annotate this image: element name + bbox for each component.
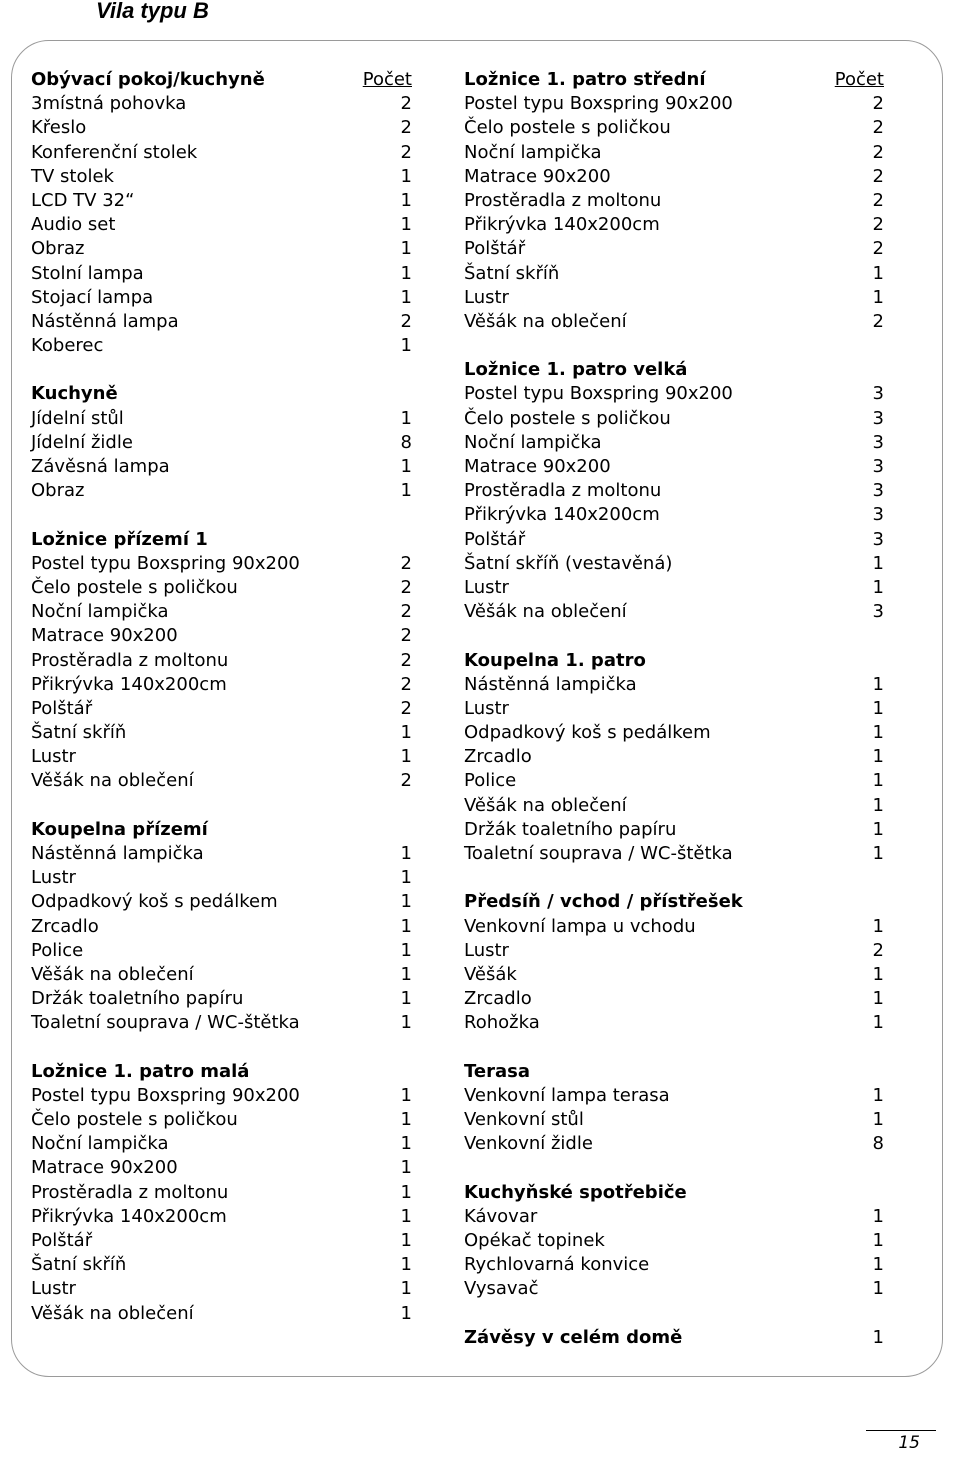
item-name: Police bbox=[464, 770, 517, 792]
item-name: Držák toaletního papíru bbox=[31, 988, 244, 1010]
item-row bbox=[464, 262, 884, 286]
item-row bbox=[464, 116, 884, 140]
item-quantity: 3 bbox=[872, 383, 884, 405]
item-name: TV stolek bbox=[31, 165, 114, 187]
item-quantity: 1 bbox=[400, 1230, 412, 1251]
item-name: LCD TV 32“ bbox=[31, 189, 135, 211]
item-name: Postel typu Boxspring 90x200 bbox=[464, 383, 733, 405]
section-heading bbox=[31, 68, 412, 92]
item-name: Venkovní židle bbox=[464, 1133, 593, 1155]
item-row bbox=[31, 769, 412, 793]
item-name: Venkovní stůl bbox=[464, 1109, 584, 1131]
item-name: Odpadkový koš s pedálkem bbox=[31, 891, 278, 913]
item-quantity: 1 bbox=[872, 262, 884, 284]
item-quantity: 1 bbox=[872, 1109, 884, 1131]
item-quantity: 2 bbox=[400, 649, 412, 671]
item-quantity: 2 bbox=[400, 697, 412, 719]
item-quantity: 2 bbox=[400, 770, 412, 792]
item-quantity: 2 bbox=[400, 117, 412, 139]
item-row bbox=[464, 237, 884, 261]
item-quantity: 1 bbox=[872, 1084, 884, 1106]
item-name: Stolní lampa bbox=[31, 262, 144, 284]
item-row bbox=[31, 189, 412, 213]
item-row bbox=[31, 697, 412, 721]
section-title: Koupelna 1. patro bbox=[464, 649, 646, 671]
item-name: Matrace 90x200 bbox=[31, 1157, 178, 1179]
item-row bbox=[31, 213, 412, 237]
item-row bbox=[31, 334, 412, 358]
item-name: Věšák na oblečení bbox=[31, 963, 194, 985]
item-name: Vysavač bbox=[464, 1278, 539, 1300]
item-name: Lustr bbox=[464, 576, 509, 598]
item-name: Konferenční stolek bbox=[31, 141, 198, 163]
item-name: Rohožka bbox=[464, 1012, 540, 1034]
item-row bbox=[464, 721, 884, 745]
item-row bbox=[464, 1108, 884, 1132]
item-row bbox=[464, 1253, 884, 1277]
item-name: Lustr bbox=[464, 286, 509, 308]
item-name: Polštář bbox=[31, 697, 93, 719]
item-quantity: 1 bbox=[400, 843, 412, 864]
section-heading bbox=[31, 382, 412, 406]
item-quantity: 1 bbox=[872, 1012, 884, 1034]
item-quantity: 1 bbox=[872, 697, 884, 719]
item-row bbox=[464, 842, 884, 866]
count-header: 1 bbox=[872, 1326, 884, 1348]
item-name: Venkovní lampa u vchodu bbox=[464, 915, 696, 937]
item-row bbox=[31, 1302, 412, 1326]
item-quantity: 1 bbox=[400, 867, 412, 889]
item-quantity: 1 bbox=[400, 746, 412, 768]
section-title: Koupelna přízemí bbox=[31, 818, 208, 840]
item-name: Prostěradla z moltonu bbox=[464, 189, 662, 211]
page-title: Vila typu B bbox=[96, 0, 209, 23]
item-row bbox=[31, 1011, 412, 1035]
item-quantity: 1 bbox=[400, 963, 412, 985]
item-quantity: 2 bbox=[872, 189, 884, 211]
left-column bbox=[31, 68, 412, 1326]
item-row bbox=[31, 915, 412, 939]
item-row bbox=[464, 818, 884, 842]
item-name: Audio set bbox=[31, 214, 116, 236]
item-row bbox=[464, 431, 884, 455]
item-name: Křeslo bbox=[31, 117, 87, 139]
item-name: Kávovar bbox=[464, 1205, 538, 1227]
item-name: Obraz bbox=[31, 238, 85, 260]
item-row bbox=[464, 576, 884, 600]
count-header: Počet bbox=[834, 69, 884, 90]
item-name: Věšák na oblečení bbox=[464, 310, 627, 332]
item-quantity: 3 bbox=[872, 504, 884, 526]
item-quantity: 3 bbox=[872, 528, 884, 550]
item-quantity: 1 bbox=[872, 818, 884, 840]
section-heading bbox=[464, 1060, 884, 1084]
item-quantity: 1 bbox=[400, 915, 412, 937]
item-quantity: 2 bbox=[400, 601, 412, 623]
item-name: Police bbox=[31, 939, 84, 961]
section-title: Předsíň / vchod / přístřešek bbox=[464, 891, 743, 913]
item-quantity: 1 bbox=[872, 286, 884, 308]
spacer bbox=[31, 794, 412, 818]
item-row bbox=[464, 455, 884, 479]
item-quantity: 8 bbox=[400, 431, 412, 453]
item-quantity: 1 bbox=[400, 238, 412, 260]
item-row bbox=[31, 1181, 412, 1205]
item-quantity: 2 bbox=[872, 117, 884, 139]
item-name: Lustr bbox=[31, 1278, 76, 1300]
item-row bbox=[31, 745, 412, 769]
item-quantity: 1 bbox=[400, 1109, 412, 1131]
item-row bbox=[31, 116, 412, 140]
item-name: Postel typu Boxspring 90x200 bbox=[464, 93, 733, 115]
item-row bbox=[31, 92, 412, 116]
section-title: Ložnice 1. patro střední bbox=[464, 69, 706, 90]
item-row bbox=[31, 890, 412, 914]
item-name: Stojací lampa bbox=[31, 286, 154, 308]
item-quantity: 1 bbox=[872, 722, 884, 744]
item-quantity: 1 bbox=[872, 843, 884, 864]
item-name: Prostěradla z moltonu bbox=[464, 480, 662, 502]
item-quantity: 2 bbox=[400, 310, 412, 332]
item-name: Toaletní souprava / WC-štětka bbox=[31, 1012, 300, 1034]
item-quantity: 1 bbox=[400, 1133, 412, 1155]
item-quantity: 1 bbox=[400, 1181, 412, 1203]
item-row bbox=[464, 407, 884, 431]
item-name: Přikrývka 140x200cm bbox=[464, 214, 660, 236]
item-row bbox=[31, 1084, 412, 1108]
item-quantity: 2 bbox=[872, 939, 884, 961]
item-name: Nástěnná lampička bbox=[31, 843, 204, 864]
section-heading bbox=[31, 528, 412, 552]
item-row bbox=[464, 697, 884, 721]
item-name: Přikrývka 140x200cm bbox=[31, 673, 227, 695]
item-quantity: 1 bbox=[872, 1230, 884, 1251]
item-quantity: 1 bbox=[872, 746, 884, 768]
section-heading bbox=[464, 890, 884, 914]
item-row bbox=[31, 262, 412, 286]
item-quantity: 2 bbox=[872, 214, 884, 236]
item-row bbox=[464, 1132, 884, 1156]
item-quantity: 1 bbox=[400, 939, 412, 961]
item-row bbox=[31, 1229, 412, 1253]
section-title: Terasa bbox=[464, 1060, 530, 1082]
spacer bbox=[464, 334, 884, 358]
item-row bbox=[31, 455, 412, 479]
item-name: Prostěradla z moltonu bbox=[31, 1181, 229, 1203]
item-name: Věšák na oblečení bbox=[464, 794, 627, 816]
item-row bbox=[464, 382, 884, 406]
item-name: Matrace 90x200 bbox=[464, 165, 611, 187]
item-row bbox=[31, 479, 412, 503]
item-name: Věšák na oblečení bbox=[464, 601, 627, 623]
section-title: Obývací pokoj/kuchyně bbox=[31, 69, 265, 90]
item-name: Odpadkový koš s pedálkem bbox=[464, 722, 711, 744]
item-row bbox=[464, 769, 884, 793]
item-row bbox=[31, 141, 412, 165]
item-quantity: 2 bbox=[400, 576, 412, 598]
item-row bbox=[464, 987, 884, 1011]
item-name: Šatní skříň bbox=[31, 1254, 127, 1276]
item-quantity: 1 bbox=[400, 456, 412, 477]
item-quantity: 3 bbox=[872, 456, 884, 477]
item-name: Čelo postele s poličkou bbox=[31, 576, 238, 598]
item-quantity: 2 bbox=[872, 238, 884, 260]
item-quantity: 1 bbox=[872, 673, 884, 695]
item-quantity: 1 bbox=[400, 1302, 412, 1324]
item-quantity: 2 bbox=[400, 673, 412, 695]
item-quantity: 1 bbox=[400, 1205, 412, 1227]
item-name: Noční lampička bbox=[31, 601, 169, 623]
item-row bbox=[31, 987, 412, 1011]
item-name: Koberec bbox=[31, 335, 104, 357]
spacer bbox=[31, 358, 412, 382]
item-name: Noční lampička bbox=[464, 431, 602, 453]
item-name: Polštář bbox=[464, 238, 526, 260]
item-row bbox=[464, 552, 884, 576]
item-quantity: 1 bbox=[400, 1254, 412, 1276]
spacer bbox=[464, 1302, 884, 1326]
item-row bbox=[31, 963, 412, 987]
item-quantity: 1 bbox=[400, 335, 412, 357]
item-row bbox=[31, 624, 412, 648]
spacer bbox=[31, 503, 412, 527]
item-quantity: 8 bbox=[872, 1133, 884, 1155]
item-name: Přikrývka 140x200cm bbox=[31, 1205, 227, 1227]
item-name: Lustr bbox=[464, 697, 509, 719]
item-quantity: 2 bbox=[872, 310, 884, 332]
section-heading bbox=[464, 1181, 884, 1205]
item-name: Čelo postele s poličkou bbox=[31, 1109, 238, 1131]
item-quantity: 1 bbox=[400, 988, 412, 1010]
item-row bbox=[464, 141, 884, 165]
item-name: Lustr bbox=[31, 867, 76, 889]
item-row bbox=[31, 600, 412, 624]
item-row bbox=[464, 915, 884, 939]
section-title: Ložnice přízemí 1 bbox=[31, 528, 208, 550]
section-heading bbox=[464, 68, 884, 92]
item-name: Obraz bbox=[31, 480, 85, 502]
item-quantity: 1 bbox=[400, 165, 412, 187]
item-row bbox=[464, 92, 884, 116]
item-row bbox=[31, 721, 412, 745]
item-quantity: 1 bbox=[400, 1157, 412, 1179]
spacer bbox=[464, 1036, 884, 1060]
item-row bbox=[464, 189, 884, 213]
item-name: Zrcadlo bbox=[464, 988, 532, 1010]
item-name: Polštář bbox=[31, 1230, 93, 1251]
section-heading bbox=[464, 649, 884, 673]
spacer bbox=[464, 866, 884, 890]
item-name: Věšák na oblečení bbox=[31, 1302, 194, 1324]
section-title: Kuchyně bbox=[31, 383, 118, 405]
item-name: Jídelní židle bbox=[31, 431, 133, 453]
item-row bbox=[464, 673, 884, 697]
section-heading bbox=[31, 1060, 412, 1084]
item-row bbox=[31, 1108, 412, 1132]
section-title: Kuchyňské spotřebiče bbox=[464, 1181, 687, 1203]
item-quantity: 3 bbox=[872, 431, 884, 453]
item-name: 3místná pohovka bbox=[31, 93, 187, 115]
item-row bbox=[464, 310, 884, 334]
page-number bbox=[866, 1430, 936, 1453]
item-quantity: 1 bbox=[872, 576, 884, 598]
item-name: Noční lampička bbox=[31, 1133, 169, 1155]
item-name: Závěsná lampa bbox=[31, 456, 170, 477]
item-quantity: 1 bbox=[400, 262, 412, 284]
item-row bbox=[464, 528, 884, 552]
item-quantity: 1 bbox=[872, 915, 884, 937]
item-row bbox=[464, 165, 884, 189]
item-row bbox=[464, 745, 884, 769]
item-row bbox=[31, 576, 412, 600]
item-row bbox=[464, 600, 884, 624]
spacer bbox=[464, 1156, 884, 1180]
item-quantity: 2 bbox=[872, 93, 884, 115]
item-name: Prostěradla z moltonu bbox=[31, 649, 229, 671]
item-quantity: 1 bbox=[872, 988, 884, 1010]
item-quantity: 1 bbox=[400, 189, 412, 211]
spacer bbox=[31, 1036, 412, 1060]
item-row bbox=[31, 649, 412, 673]
item-row bbox=[31, 1132, 412, 1156]
item-row bbox=[464, 939, 884, 963]
item-row bbox=[464, 1011, 884, 1035]
item-row bbox=[464, 1205, 884, 1229]
item-row bbox=[31, 673, 412, 697]
item-row bbox=[31, 407, 412, 431]
item-name: Polštář bbox=[464, 528, 526, 550]
section-heading bbox=[464, 358, 884, 382]
section-title: Ložnice 1. patro malá bbox=[31, 1060, 250, 1082]
item-name: Šatní skříň bbox=[464, 262, 560, 284]
item-row bbox=[31, 310, 412, 334]
item-name: Nástěnná lampa bbox=[31, 310, 179, 332]
item-name: Noční lampička bbox=[464, 141, 602, 163]
item-quantity: 3 bbox=[872, 407, 884, 429]
item-quantity: 1 bbox=[400, 722, 412, 744]
item-name: Postel typu Boxspring 90x200 bbox=[31, 552, 300, 574]
item-row bbox=[31, 1156, 412, 1180]
item-row bbox=[464, 1277, 884, 1301]
right-column bbox=[464, 68, 884, 1350]
item-row bbox=[464, 794, 884, 818]
item-name: Matrace 90x200 bbox=[464, 456, 611, 477]
section-heading bbox=[464, 1326, 884, 1350]
section-title: Závěsy v celém domě bbox=[464, 1326, 683, 1348]
item-row bbox=[31, 431, 412, 455]
item-name: Lustr bbox=[31, 746, 76, 768]
section-heading bbox=[31, 818, 412, 842]
item-name: Věšák na oblečení bbox=[31, 770, 194, 792]
item-quantity: 1 bbox=[400, 407, 412, 429]
item-quantity: 1 bbox=[872, 794, 884, 816]
item-row bbox=[31, 165, 412, 189]
item-quantity: 2 bbox=[400, 93, 412, 115]
item-quantity: 1 bbox=[872, 1254, 884, 1276]
item-row bbox=[31, 1253, 412, 1277]
item-name: Věšák bbox=[464, 963, 517, 985]
item-name: Venkovní lampa terasa bbox=[464, 1084, 670, 1106]
item-quantity: 1 bbox=[400, 1012, 412, 1034]
item-row bbox=[31, 1277, 412, 1301]
item-row bbox=[31, 842, 412, 866]
item-row bbox=[31, 866, 412, 890]
item-name: Postel typu Boxspring 90x200 bbox=[31, 1084, 300, 1106]
item-row bbox=[31, 1205, 412, 1229]
item-quantity: 2 bbox=[872, 141, 884, 163]
item-quantity: 1 bbox=[400, 891, 412, 913]
section-title: Ložnice 1. patro velká bbox=[464, 359, 688, 381]
page-number-text: 15 bbox=[898, 1433, 920, 1453]
item-quantity: 1 bbox=[872, 770, 884, 792]
item-quantity: 1 bbox=[400, 480, 412, 502]
item-name: Zrcadlo bbox=[464, 746, 532, 768]
item-row bbox=[464, 963, 884, 987]
item-name: Šatní skříň bbox=[31, 722, 127, 744]
item-name: Zrcadlo bbox=[31, 915, 99, 937]
item-quantity: 3 bbox=[872, 480, 884, 502]
item-row bbox=[31, 286, 412, 310]
item-name: Rychlovarná konvice bbox=[464, 1254, 650, 1276]
item-name: Čelo postele s poličkou bbox=[464, 407, 671, 429]
item-quantity: 2 bbox=[400, 141, 412, 163]
item-row bbox=[464, 213, 884, 237]
item-row bbox=[464, 479, 884, 503]
item-name: Nástěnná lampička bbox=[464, 673, 637, 695]
item-name: Opékač topinek bbox=[464, 1230, 605, 1251]
item-row bbox=[464, 1084, 884, 1108]
spacer bbox=[464, 624, 884, 648]
item-row bbox=[31, 939, 412, 963]
item-quantity: 2 bbox=[872, 165, 884, 187]
item-row bbox=[31, 237, 412, 261]
item-quantity: 1 bbox=[400, 286, 412, 308]
item-name: Lustr bbox=[464, 939, 509, 961]
item-quantity: 3 bbox=[872, 601, 884, 623]
item-name: Přikrývka 140x200cm bbox=[464, 504, 660, 526]
item-quantity: 1 bbox=[400, 1278, 412, 1300]
item-name: Držák toaletního papíru bbox=[464, 818, 677, 840]
item-quantity: 1 bbox=[400, 214, 412, 236]
item-name: Šatní skříň (vestavěná) bbox=[464, 552, 673, 574]
item-name: Toaletní souprava / WC-štětka bbox=[464, 843, 733, 864]
item-name: Matrace 90x200 bbox=[31, 625, 178, 647]
item-quantity: 2 bbox=[400, 552, 412, 574]
item-row bbox=[464, 1229, 884, 1253]
item-quantity: 1 bbox=[872, 963, 884, 985]
item-row bbox=[464, 503, 884, 527]
item-row bbox=[31, 552, 412, 576]
item-quantity: 2 bbox=[400, 625, 412, 647]
item-row bbox=[464, 286, 884, 310]
item-name: Jídelní stůl bbox=[31, 407, 124, 429]
item-quantity: 1 bbox=[872, 1205, 884, 1227]
count-header: Počet bbox=[362, 69, 412, 90]
item-quantity: 1 bbox=[872, 552, 884, 574]
item-quantity: 1 bbox=[872, 1278, 884, 1300]
item-name: Čelo postele s poličkou bbox=[464, 117, 671, 139]
item-quantity: 1 bbox=[400, 1084, 412, 1106]
